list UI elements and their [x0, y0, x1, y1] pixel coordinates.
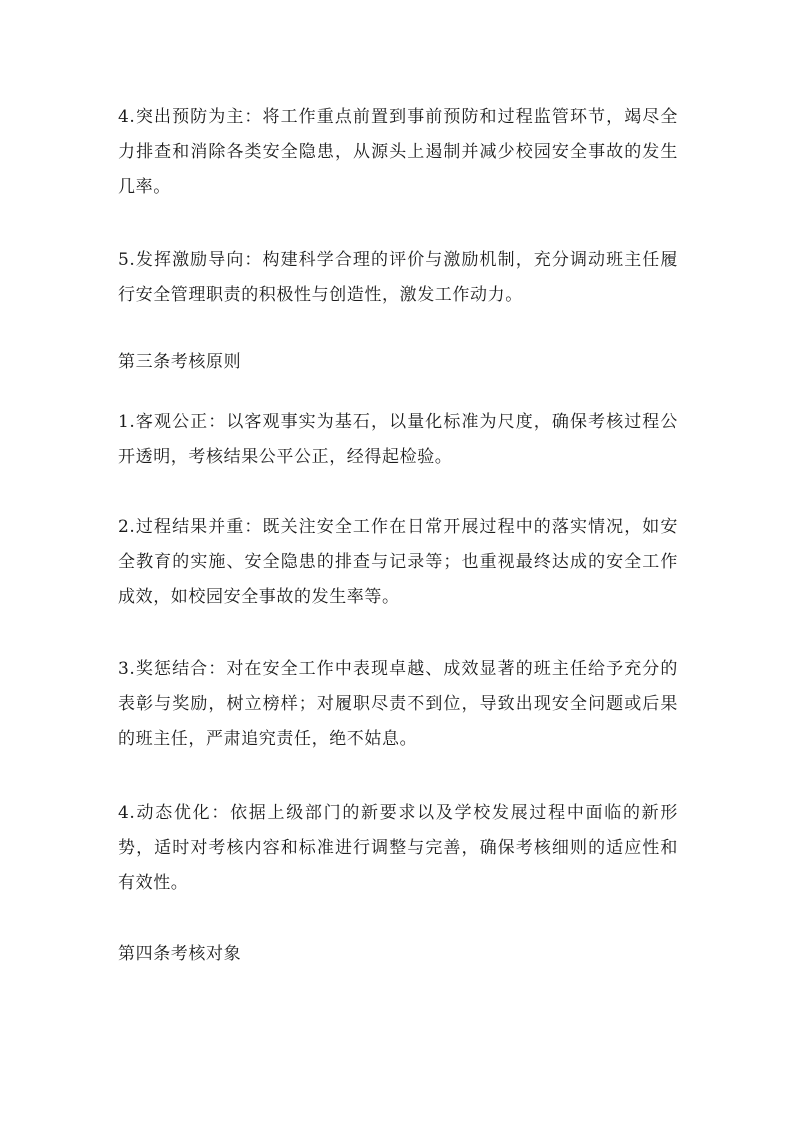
paragraph-reward-punish: 3.奖惩结合：对在安全工作中表现卓越、成效显著的班主任给予充分的表彰与奖励，树立榜样；对履职尽责不到位，导致出现安全问题或后果的班主任，严肃追究责任，绝不姑息。 — [118, 659, 678, 749]
paragraph-dynamic-optimization: 4.动态优化：依据上级部门的新要求以及学校发展过程中面临的新形势，适时对考核内容和标准进行调整与完善，确保考核细则的适应性和有效性。 — [118, 803, 678, 893]
paragraph-prevention: 4.突出预防为主：将工作重点前置到事前预防和过程监管环节，竭尽全力排查和消除各类安全隐患，从源头上遏制并减少校园安全事故的发生几率。 — [118, 107, 678, 197]
paragraph-process-result: 2.过程结果并重：既关注安全工作在日常开展过程中的落实情况，如安全教育的实施、安全隐患的排查与记录等；也重视最终达成的安全工作成效，如校园安全事故的发生率等。 — [118, 517, 678, 607]
section-heading-principles: 第三条考核原则 — [118, 352, 242, 372]
paragraph-objective-fair: 1.客观公正：以客观事实为基石，以量化标准为尺度，确保考核过程公开透明，考核结果公平公正，经得起检验。 — [118, 412, 678, 467]
section-heading-targets: 第四条考核对象 — [118, 944, 242, 964]
paragraph-incentive: 5.发挥激励导向：构建科学合理的评价与激励机制，充分调动班主任履行安全管理职责的积极性与创造性，激发工作动力。 — [118, 250, 678, 305]
